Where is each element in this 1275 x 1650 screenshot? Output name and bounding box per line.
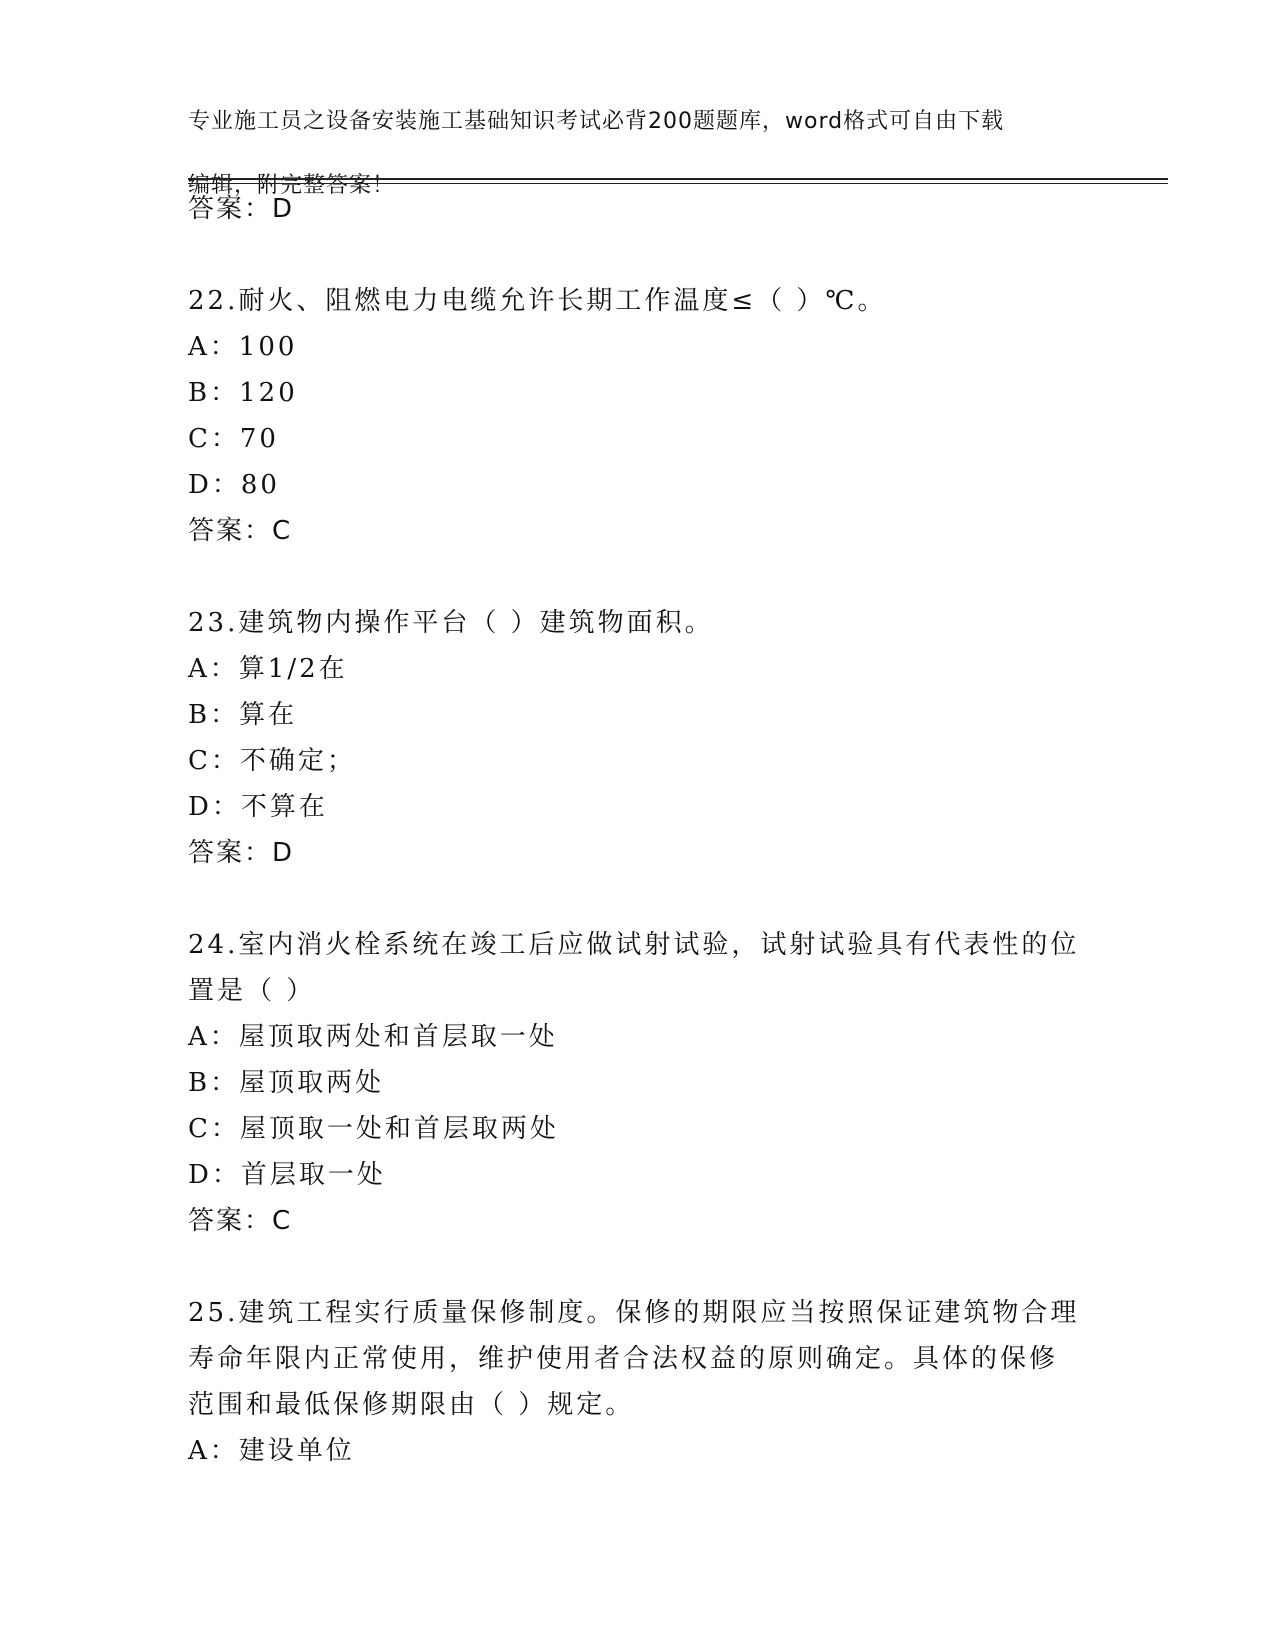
option-a: A：建设单位 [188, 1436, 355, 1466]
header-rule-thick [188, 178, 1168, 180]
document-body [188, 186, 1088, 1474]
answer: 答案：D [188, 838, 295, 868]
option-b: B：屋顶取两处 [188, 1068, 385, 1098]
question-text: 22.耐火、阻燃电力电缆允许长期工作温度≤（ ）℃。 [188, 286, 887, 316]
option-a: A：算1/2在 [188, 654, 348, 684]
option-c: C：屋顶取一处和首层取两处 [188, 1114, 559, 1144]
question-text: 23.建筑物内操作平台（ ）建筑物面积。 [188, 608, 714, 638]
answer: 答案：C [188, 516, 293, 546]
header-rule-thin [188, 183, 1168, 184]
question-24 [188, 922, 1088, 1244]
question-text-line-1: 25.建筑工程实行质量保修制度。保修的期限应当按照保证建筑物合理 [188, 1298, 1080, 1328]
header-line-2: 编辑，附完整答案！ [188, 173, 396, 198]
option-d: D：不算在 [188, 792, 328, 822]
option-a: A：100 [188, 332, 298, 362]
question-23 [188, 600, 1088, 876]
question-text-line-1: 24.室内消火栓系统在竣工后应做试射试验，试射试验具有代表性的位 [188, 930, 1080, 960]
option-d: D：首层取一处 [188, 1160, 386, 1190]
header-line-1: 专业施工员之设备安装施工基础知识考试必背200题题库，word格式可自由下载 [188, 109, 1005, 134]
option-c: C：70 [188, 424, 279, 454]
option-b: B：120 [188, 378, 298, 408]
option-d: D：80 [188, 470, 280, 500]
answer-21: 答案：D [188, 194, 295, 224]
option-a: A：屋顶取两处和首层取一处 [188, 1022, 558, 1052]
option-c: C：不确定； [188, 746, 356, 776]
option-b: B：算在 [188, 700, 298, 730]
question-text-line-2: 置是（ ） [188, 976, 316, 1006]
question-text-line-2: 寿命年限内正常使用，维护使用者合法权益的原则确定。具体的保修 [188, 1344, 1059, 1374]
answer: 答案：C [188, 1206, 293, 1236]
question-text-line-3: 范围和最低保修期限由（ ）规定。 [188, 1390, 635, 1420]
question-22 [188, 278, 1088, 554]
question-25 [188, 1290, 1088, 1474]
